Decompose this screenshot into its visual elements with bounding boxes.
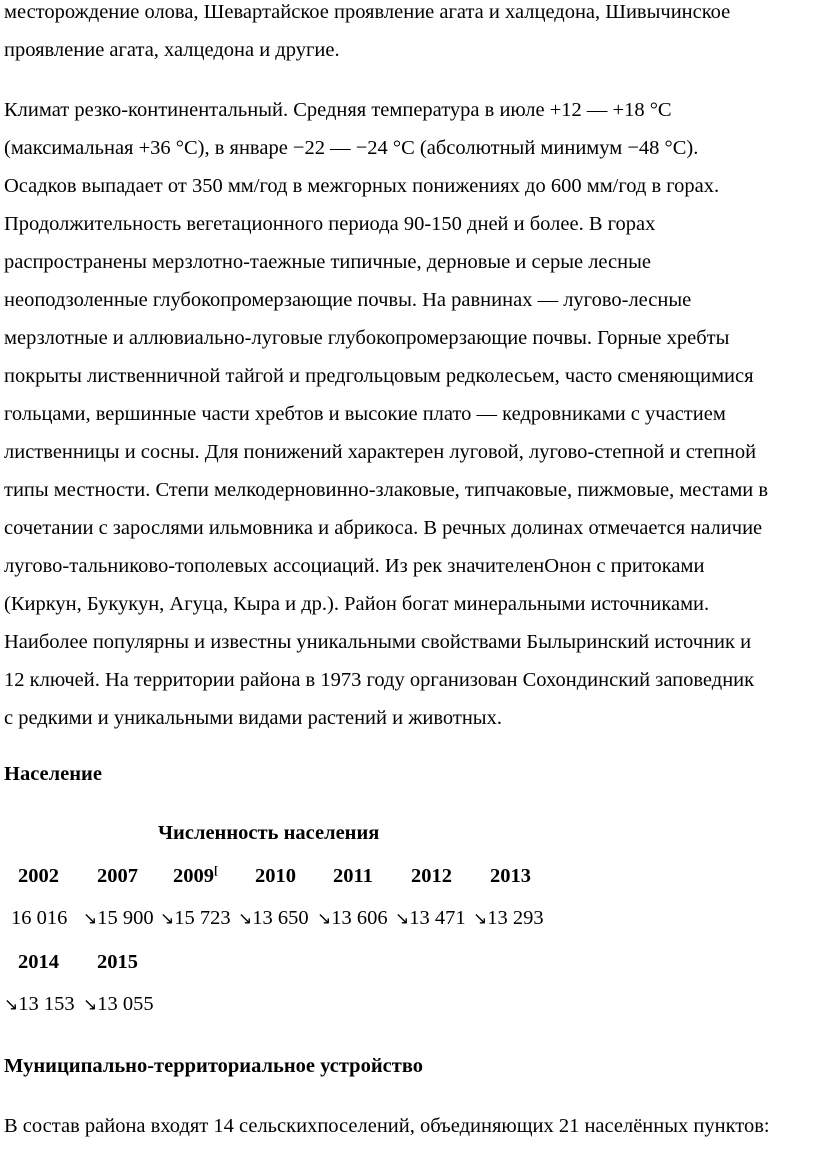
- down-right-arrow-icon: ↘: [317, 909, 332, 929]
- down-right-arrow-icon: ↘: [83, 995, 98, 1015]
- population-heading: Население: [4, 763, 102, 785]
- climate-line-2: (максимальная +36 °С), в январе −22 — −24 °С (абсолютный минимум −48 °С).: [4, 137, 699, 159]
- climate-line-3: Осадков выпадает от 350 мм/год в межгорных понижениях до 600 мм/год в горах.: [4, 175, 720, 197]
- down-right-arrow-icon: ↘: [83, 909, 98, 929]
- climate-line-14: (Киркун, Букукун, Агуца, Кыра и др.). Район богат минеральными источниками.: [4, 593, 710, 615]
- climate-line-10: лиственницы и сосны. Для понижений характерен луговой, лугово-степной и степной: [4, 441, 757, 463]
- year-cell: 2011: [333, 865, 373, 887]
- year-cell: 2002: [18, 865, 59, 887]
- climate-line-1: Климат резко-континентальный. Средняя температура в июле +12 — +18 °С: [4, 99, 672, 121]
- climate-line-11: типы местности. Степи мелкодерновинно-злаковые, типчаковые, пижмовые, местами в: [4, 479, 769, 501]
- population-years-row-2: [0, 943, 816, 981]
- climate-line-16: 12 ключей. На территории района в 1973 году организован Сохондинский заповедник: [4, 669, 755, 691]
- down-right-arrow-icon: ↘: [395, 909, 410, 929]
- year-cell: 2010: [255, 865, 296, 887]
- climate-line-7: мерзлотные и аллювиально-луговые глубокопромерзающие почвы. Горные хребты: [4, 327, 730, 349]
- down-right-arrow-icon: ↘: [4, 995, 19, 1015]
- footnote-mark: [: [214, 863, 218, 878]
- municipal-heading: Муниципально-территориальное устройство: [4, 1055, 423, 1077]
- value-cell: ↘15 723: [160, 907, 231, 929]
- value-cell: ↘13 606: [317, 907, 388, 929]
- climate-line-15: Наиболее популярны и известны уникальными свойствами Былыринский источник и: [4, 631, 752, 653]
- climate-line-6: неоподзоленные глубокопромерзающие почвы. На равнинах — лугово-лесные: [4, 289, 692, 311]
- year-cell: 2015: [97, 951, 138, 973]
- value-cell: 16 016: [11, 907, 68, 929]
- value-cell: ↘13 153: [4, 993, 75, 1015]
- year-cell: 2009[: [173, 863, 218, 887]
- population-values-row-2: [0, 985, 816, 1023]
- population-years-row-1: [0, 857, 816, 895]
- value-cell: ↘13 293: [473, 907, 544, 929]
- climate-line-8: покрыты лиственничной тайгой и предгольцовым редколесьем, часто сменяющимися: [4, 365, 754, 387]
- value-cell: ↘13 650: [238, 907, 309, 929]
- climate-line-17: с редкими и уникальными видами растений и животных.: [4, 707, 502, 729]
- municipal-text: В состав района входят 14 сельскихпоселений, объединяющих 21 населённых пунктов:: [4, 1115, 770, 1137]
- population-values-row-1: [0, 899, 816, 937]
- value-cell: ↘13 055: [83, 993, 154, 1015]
- year-cell: 2014: [18, 951, 59, 973]
- intro-line-1: месторождение олова, Шевартайское проявление агата и халцедона, Шивычинское: [4, 1, 731, 23]
- intro-line-2: проявление агата, халцедона и другие.: [4, 39, 340, 61]
- climate-line-13: лугово-тальниково-тополевых ассоциаций. Из рек значителенОнон с притоками: [4, 555, 705, 577]
- climate-line-4: Продолжительность вегетационного периода 90-150 дней и более. В горах: [4, 213, 656, 235]
- value-cell: ↘15 900: [83, 907, 154, 929]
- down-right-arrow-icon: ↘: [473, 909, 488, 929]
- population-table-title: Численность населения: [158, 822, 380, 844]
- year-cell: 2013: [490, 865, 531, 887]
- down-right-arrow-icon: ↘: [160, 909, 175, 929]
- climate-line-9: гольцами, вершинные части хребтов и высокие плато — кедровниками с участием: [4, 403, 726, 425]
- year-cell: 2007: [97, 865, 138, 887]
- climate-line-12: сочетании с зарослями ильмовника и абрикоса. В речных долинах отмечается наличие: [4, 517, 763, 539]
- down-right-arrow-icon: ↘: [238, 909, 253, 929]
- climate-line-5: распространены мерзлотно-таежные типичные, дерновые и серые лесные: [4, 251, 651, 273]
- year-cell: 2012: [411, 865, 452, 887]
- value-cell: ↘13 471: [395, 907, 466, 929]
